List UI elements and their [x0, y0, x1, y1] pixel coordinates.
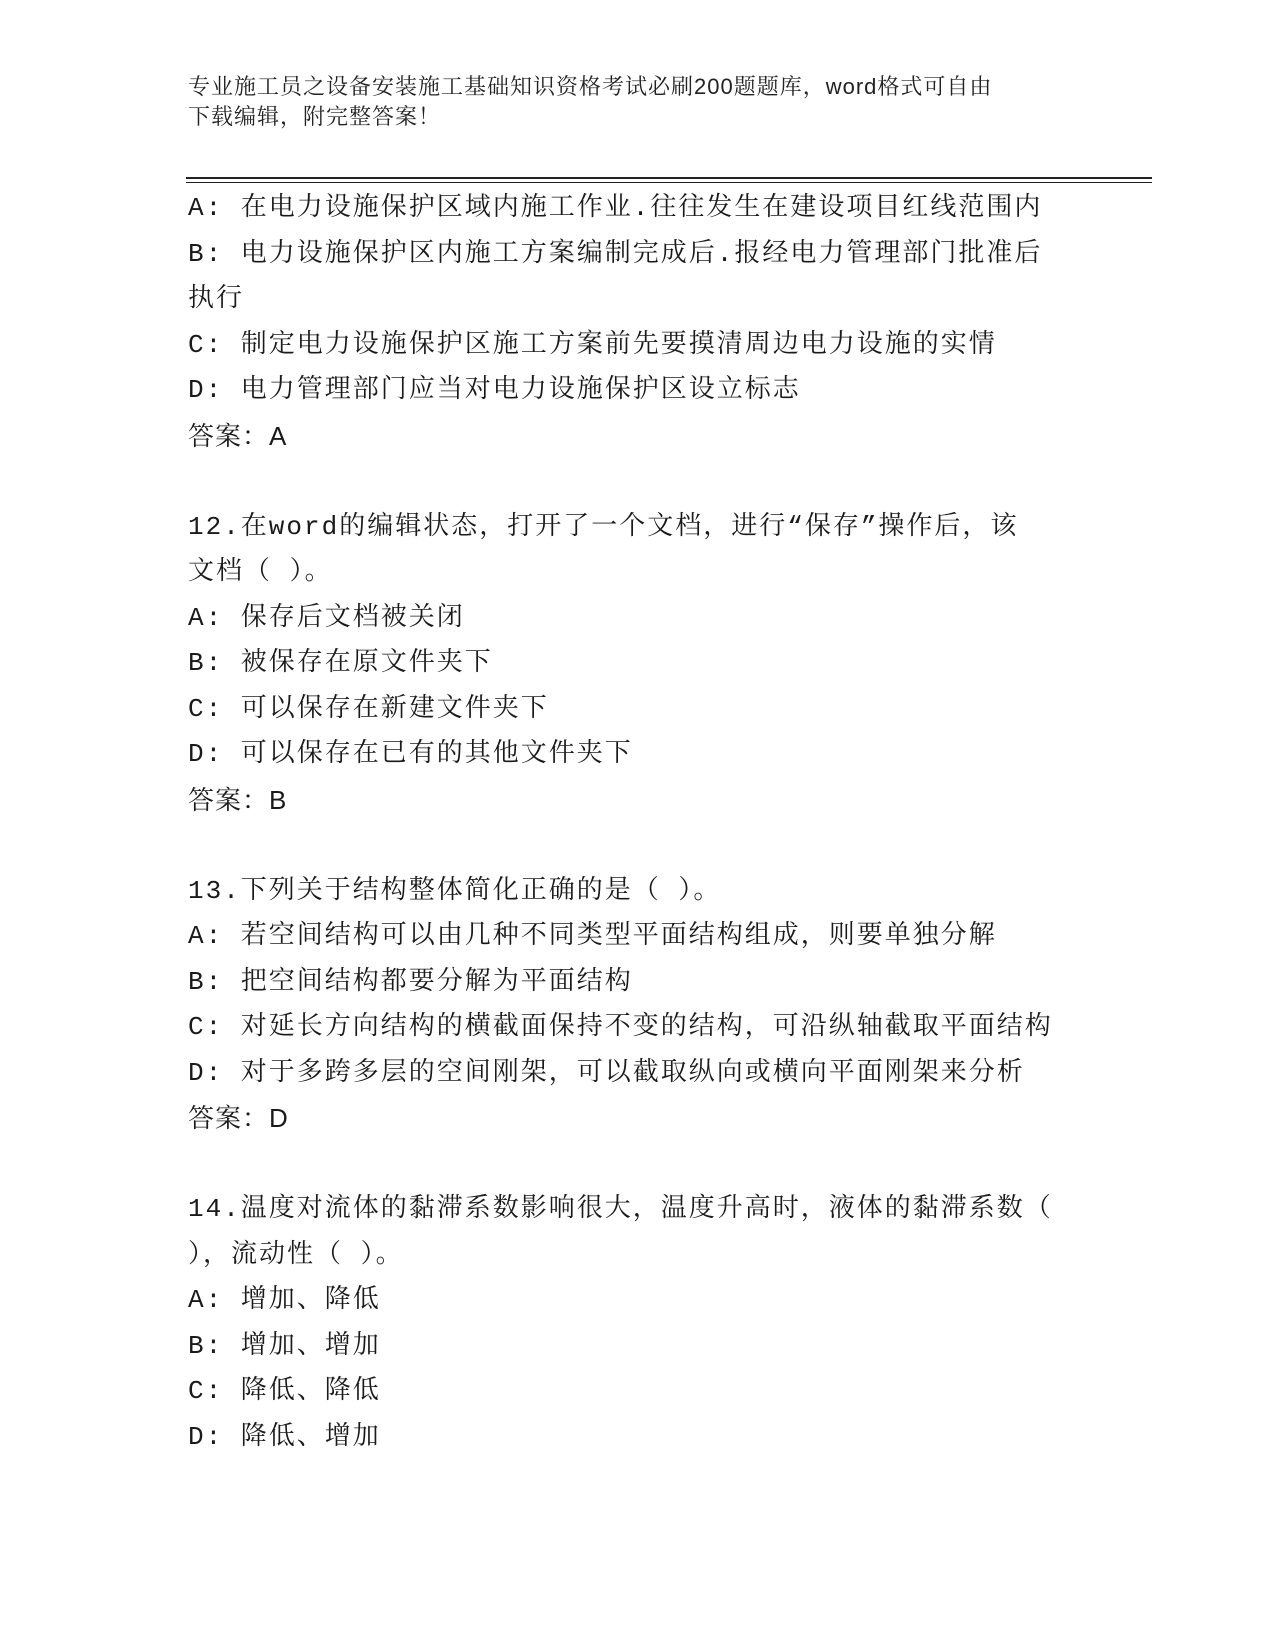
- header-line-2: 下载编辑，附完整答案！: [188, 104, 442, 129]
- answer-label: 答案：B: [188, 784, 288, 815]
- option-b: B: 电力设施保护区内施工方案编制完成后.报经电力管理部门批准后: [188, 238, 1043, 269]
- question-13-block: [188, 869, 1088, 1142]
- question-stem: 12.在word的编辑状态，打开了一个文档，进行“保存”操作后，该: [188, 511, 1019, 542]
- document-header: [188, 72, 1088, 132]
- question-stem: 13.下列关于结构整体简化正确的是（ ）。: [188, 875, 722, 906]
- option-c: C: 可以保存在新建文件夹下: [188, 693, 549, 724]
- option-b: B: 把空间结构都要分解为平面结构: [188, 966, 633, 997]
- option-b: B: 增加、增加: [188, 1330, 381, 1361]
- option-d: D: 降低、增加: [188, 1421, 381, 1452]
- option-d: D: 对于多跨多层的空间刚架，可以截取纵向或横向平面刚架来分析: [188, 1057, 1025, 1088]
- spacer: [188, 459, 1088, 505]
- answer-label: 答案：A: [188, 420, 288, 451]
- document-body: [188, 186, 1088, 1460]
- option-d: D: 电力管理部门应当对电力设施保护区设立标志: [188, 375, 801, 405]
- option-c: C: 降低、降低: [188, 1376, 381, 1406]
- option-d: D: 可以保存在已有的其他文件夹下: [188, 739, 633, 769]
- option-a: A: 保存后文档被关闭: [188, 602, 465, 633]
- question-stem: 14.温度对流体的黏滞系数影响很大，温度升高时，液体的黏滞系数（: [188, 1194, 1053, 1224]
- answer-label: 答案：D: [188, 1103, 289, 1133]
- question-stem-continued: 文档（ ）。: [188, 557, 333, 587]
- header-line-1: 专业施工员之设备安装施工基础知识资格考试必刷200题题库，word格式可自由: [188, 74, 993, 99]
- header-divider-thick: [186, 177, 1152, 179]
- option-b-continued: 执行: [188, 284, 245, 314]
- option-c: C: 制定电力设施保护区施工方案前先要摸清周边电力设施的实情: [188, 329, 997, 360]
- question-14-block: [188, 1187, 1088, 1460]
- option-a: A: 在电力设施保护区域内施工作业.往往发生在建设项目红线范围内: [188, 193, 1043, 223]
- option-b: B: 被保存在原文件夹下: [188, 648, 493, 678]
- option-a: A: 增加、降低: [188, 1285, 381, 1315]
- question-11-block: [188, 186, 1088, 459]
- question-stem-continued: ），流动性（ ）。: [188, 1239, 404, 1270]
- spacer: [188, 1142, 1088, 1188]
- question-12-block: [188, 505, 1088, 824]
- spacer: [188, 823, 1088, 869]
- option-c: C: 对延长方向结构的横截面保持不变的结构，可沿纵轴截取平面结构: [188, 1012, 1053, 1042]
- header-divider-thin: [186, 182, 1152, 183]
- option-a: A: 若空间结构可以由几种不同类型平面结构组成，则要单独分解: [188, 921, 997, 951]
